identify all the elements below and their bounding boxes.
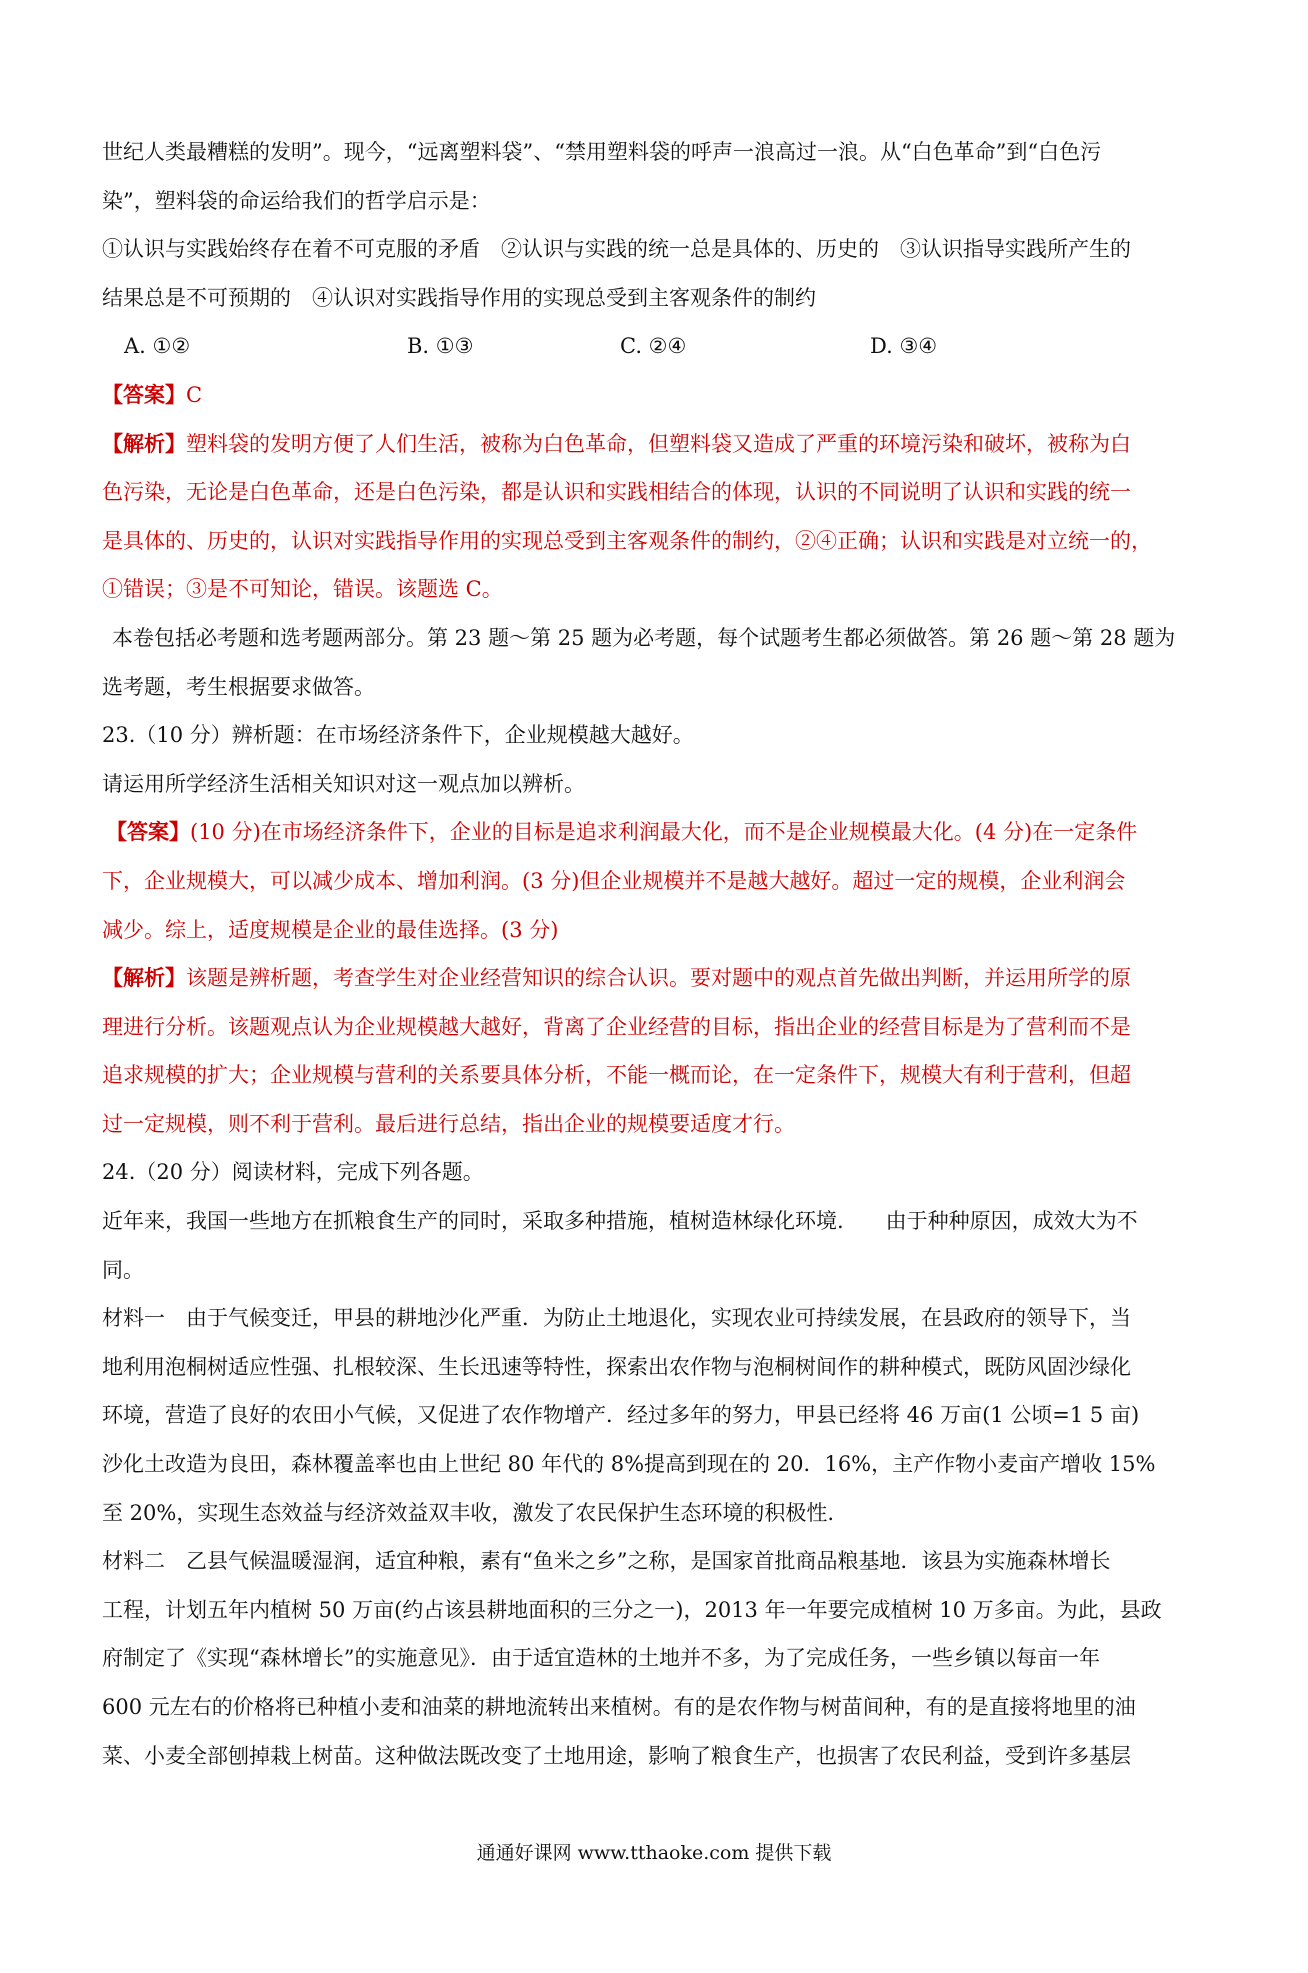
section-intro-line-2: 选考题，考生根据要求做答。	[102, 674, 375, 699]
question-24-title: 24.（20 分）阅读材料，完成下列各题。	[102, 1160, 484, 1185]
question-24-line-2: 同。	[102, 1257, 144, 1282]
question-22-analysis-line-1	[102, 420, 1184, 469]
question-23-answer-line-3: 减少。综上，适度规模是企业的最佳选择。(3 分)	[102, 917, 559, 942]
question-23-analysis-line-1	[102, 954, 1184, 1003]
question-22-options	[102, 322, 1184, 371]
option-c: C. ②④	[620, 334, 687, 359]
material-1-line-4: 沙化土改造为良田，森林覆盖率也由上世纪 80 年代的 8%提高到现在的 20．16%，主产作物小麦亩产增收 15%	[102, 1452, 1156, 1477]
material-2-line-1: 材料二 乙县气候温暖湿润，适宜种粮，素有“鱼米之乡”之称，是国家首批商品粮基地．该县为实施森林增长	[102, 1549, 1111, 1574]
question-22-statements-line-2: 结果总是不可预期的 ④认识对实践指导作用的实现总受到主客观条件的制约	[102, 285, 816, 310]
answer-text: (10 分)在市场经济条件下，企业的目标是追求利润最大化，而不是企业规模最大化。(4 分)在一定条件	[190, 820, 1138, 845]
question-23-analysis-line-3: 追求规模的扩大；企业规模与营利的关系要具体分析，不能一概而论，在一定条件下，规模大有利于营利，但超	[102, 1063, 1131, 1088]
question-23-prompt: 请运用所学经济生活相关知识对这一观点加以辨析。	[102, 771, 585, 796]
answer-tag: 【答案】	[102, 381, 186, 407]
answer-tag: 【答案】	[106, 819, 190, 845]
material-1-line-3: 环境，营造了良好的农田小气候，又促进了农作物增产．经过多年的努力，甲县已经将 46 万亩(1 公顷=1 5 亩)	[102, 1403, 1140, 1428]
question-22-analysis-line-2: 色污染，无论是白色革命，还是白色污染，都是认识和实践相结合的体现，认识的不同说明了认识和实践的统一	[102, 480, 1131, 505]
material-2-line-3: 府制定了《实现“森林增长”的实施意见》．由于适宜造林的土地并不多，为了完成任务，一些乡镇以每亩一年	[102, 1646, 1100, 1671]
answer-text: C	[186, 382, 203, 407]
page-footer: 通通好课网 www.tthaoke.com 提供下载	[476, 1842, 832, 1864]
question-22-statements-line-1: ①认识与实践始终存在着不可克服的矛盾 ②认识与实践的统一总是具体的、历史的 ③认识指导实践所产生的	[102, 237, 1131, 262]
question-22-stem-line-2: 染”，塑料袋的命运给我们的哲学启示是：	[102, 188, 491, 213]
question-22-analysis-line-3: 是具体的、历史的，认识对实践指导作用的实现总受到主客观条件的制约，②④正确；认识和实践是对立统一的，	[102, 528, 1152, 553]
question-23-analysis-line-2: 理进行分析。该题观点认为企业规模越大越好，背离了企业经营的目标，指出企业的经营目标是为了营利而不是	[102, 1014, 1131, 1039]
question-22-analysis-line-4: ①错误；③是不可知论，错误。该题选 C。	[102, 577, 503, 602]
section-intro-line-1: 本卷包括必考题和选考题两部分。第 23 题～第 25 题为必考题，每个试题考生都必须做答。第 26 题～第 28 题为	[112, 625, 1176, 650]
material-2-line-2: 工程，计划五年内植树 50 万亩(约占该县耕地面积的三分之一)，2013 年一年要完成植树 10 万多亩。为此，县政	[102, 1597, 1162, 1622]
analysis-tag: 【解析】	[102, 430, 186, 456]
analysis-text: 该题是辨析题，考查学生对企业经营知识的综合认识。要对题中的观点首先做出判断，并运用所学的原	[186, 966, 1131, 991]
question-22-stem-line-1: 世纪人类最糟糕的发明”。现今，“远离塑料袋”、“禁用塑料袋的呼声一浪高过一浪。从“白色革命”到“白色污	[102, 140, 1102, 164]
option-a: A. ①②	[124, 334, 191, 359]
option-b: B. ①③	[407, 334, 474, 359]
material-2-line-5: 菜、小麦全部刨掉栽上树苗。这种做法既改变了土地用途，影响了粮食生产，也损害了农民利益，受到许多基层	[102, 1743, 1131, 1768]
question-23-analysis-line-4: 过一定规模，则不利于营利。最后进行总结，指出企业的规模要适度才行。	[102, 1111, 795, 1136]
material-1-line-5: 至 20%，实现生态效益与经济效益双丰收，激发了农民保护生态环境的积极性.	[102, 1500, 835, 1525]
material-1-line-2: 地利用泡桐树适应性强、扎根较深、生长迅速等特性，探索出农作物与泡桐树间作的耕种模式，既防风固沙绿化	[102, 1354, 1131, 1379]
question-23-answer-line-2: 下，企业规模大，可以减少成本、增加利润。(3 分)但企业规模并不是越大越好。超过一定的规模，企业利润会	[102, 868, 1126, 893]
question-22-answer	[102, 371, 1184, 420]
question-23-answer-line-1	[102, 808, 1184, 857]
question-24-line-1: 近年来，我国一些地方在抓粮食生产的同时，采取多种措施，植树造林绿化环境. 由于种种原因，成效大为不	[102, 1209, 1138, 1234]
option-d: D. ③④	[870, 334, 938, 359]
page-content	[102, 128, 1184, 1780]
analysis-tag: 【解析】	[102, 965, 186, 991]
material-1-line-1: 材料一 由于气候变迁，甲县的耕地沙化严重．为防止土地退化，实现农业可持续发展，在县政府的领导下，当	[102, 1306, 1131, 1331]
analysis-text: 塑料袋的发明方便了人们生活，被称为白色革命，但塑料袋又造成了严重的环境污染和破坏，被称为白	[186, 431, 1131, 456]
material-2-line-4: 600 元左右的价格将已种植小麦和油菜的耕地流转出来植树。有的是农作物与树苗间种，有的是直接将地里的油	[102, 1695, 1136, 1719]
question-23-title: 23.（10 分）辨析题：在市场经济条件下，企业规模越大越好。	[102, 723, 694, 748]
